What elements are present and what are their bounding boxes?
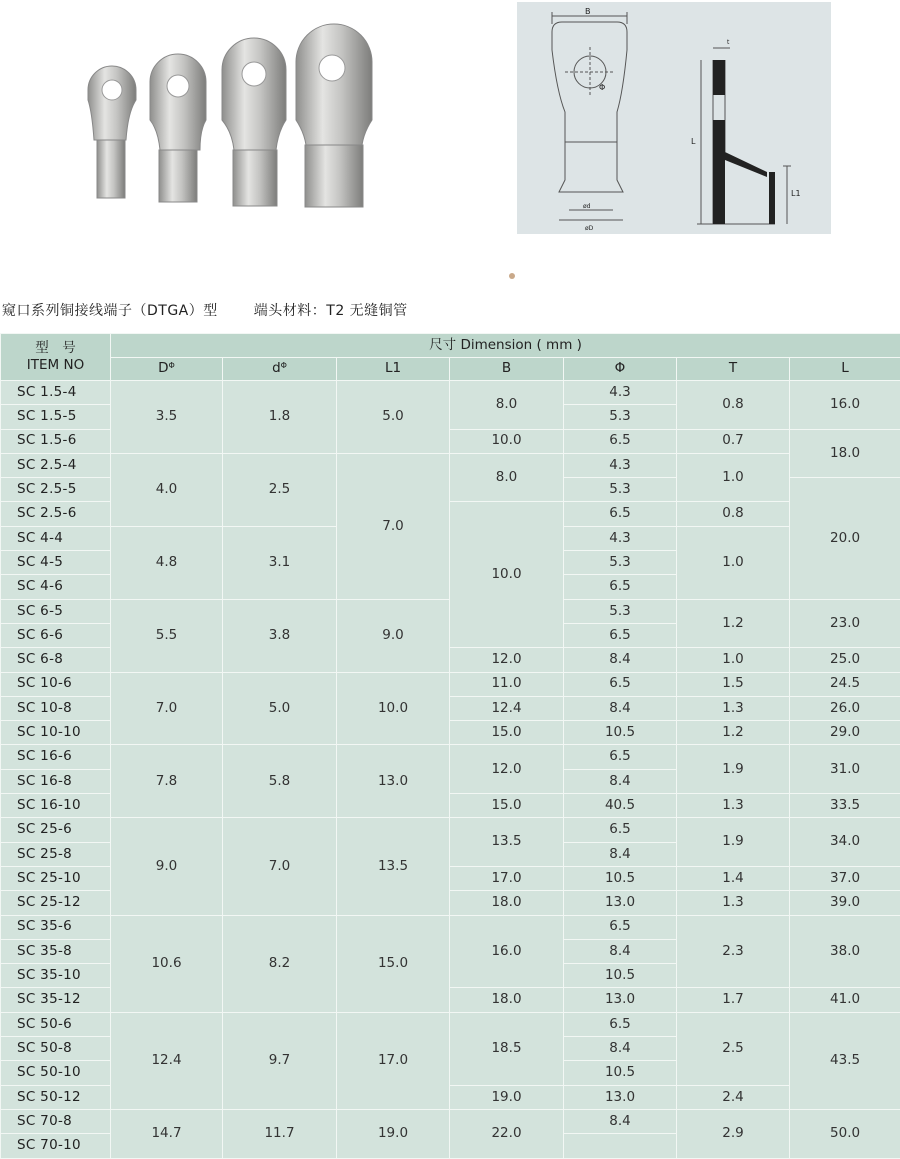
B-cell: 18.0: [450, 988, 564, 1012]
item-cell: SC 35-6: [1, 915, 111, 939]
d-cell: 7.0: [223, 818, 337, 915]
item-cell: SC 4-5: [1, 551, 111, 575]
T-cell: 0.7: [677, 429, 790, 453]
T-cell: 1.0: [677, 526, 790, 599]
item-cell: SC 10-8: [1, 696, 111, 720]
L1-cell: 19.0: [337, 1109, 450, 1158]
L1-cell: 17.0: [337, 1012, 450, 1109]
phi-cell: 13.0: [564, 1085, 677, 1109]
label-D: øD: [585, 225, 594, 232]
T-cell: 1.4: [677, 866, 790, 890]
label-L: L: [691, 137, 696, 146]
label-d: ød: [583, 203, 591, 210]
L-cell: 25.0: [790, 648, 900, 672]
col-L1: L1: [337, 358, 450, 381]
label-B: B: [585, 7, 591, 16]
phi-cell: 5.3: [564, 405, 677, 429]
B-cell: 10.0: [450, 502, 564, 648]
item-cell: SC 70-8: [1, 1109, 111, 1133]
B-cell: 12.4: [450, 696, 564, 720]
col-B: B: [450, 358, 564, 381]
item-cell: SC 25-8: [1, 842, 111, 866]
T-cell: 1.7: [677, 988, 790, 1012]
phi-cell: [564, 1134, 677, 1158]
col-L: L: [790, 358, 900, 381]
series-subtitle: [2, 300, 408, 320]
lug-medium: [150, 54, 206, 202]
phi-cell: 8.4: [564, 939, 677, 963]
phi-cell: 6.5: [564, 623, 677, 647]
B-cell: 17.0: [450, 866, 564, 890]
L1-cell: 10.0: [337, 672, 450, 745]
L1-cell: 9.0: [337, 599, 450, 672]
item-cell: SC 25-10: [1, 866, 111, 890]
lug-xlarge: [296, 24, 372, 207]
T-cell: 1.3: [677, 794, 790, 818]
L-cell: 26.0: [790, 696, 900, 720]
D-cell: 10.6: [111, 915, 223, 1012]
phi-cell: 6.5: [564, 818, 677, 842]
item-cell: SC 35-8: [1, 939, 111, 963]
item-cell: SC 50-6: [1, 1012, 111, 1036]
T-cell: 0.8: [677, 502, 790, 526]
L-cell: 16.0: [790, 381, 900, 430]
L-cell: 24.5: [790, 672, 900, 696]
T-cell: 1.3: [677, 891, 790, 915]
model-label: 型 号: [1, 342, 110, 356]
L1-cell: 13.0: [337, 745, 450, 818]
item-cell: SC 70-10: [1, 1134, 111, 1158]
d-cell: 8.2: [223, 915, 337, 1012]
T-cell: 1.9: [677, 745, 790, 794]
D-cell: 7.8: [111, 745, 223, 818]
item-cell: SC 16-6: [1, 745, 111, 769]
item-cell: SC 50-10: [1, 1061, 111, 1085]
B-cell: 8.0: [450, 381, 564, 430]
B-cell: 11.0: [450, 672, 564, 696]
phi-cell: 13.0: [564, 891, 677, 915]
col-d: $d^\Phi$: [223, 358, 337, 381]
B-cell: 18.0: [450, 891, 564, 915]
d-cell: 1.8: [223, 381, 337, 454]
item-cell: SC 50-12: [1, 1085, 111, 1109]
B-cell: 19.0: [450, 1085, 564, 1109]
item-cell: SC 10-10: [1, 721, 111, 745]
series-name: 窥口系列铜接线端子（DTGA）型: [2, 303, 218, 319]
L1-cell: 7.0: [337, 453, 450, 599]
item-cell: SC 6-6: [1, 623, 111, 647]
phi-cell: 5.3: [564, 599, 677, 623]
phi-cell: 6.5: [564, 745, 677, 769]
item-cell: SC 6-8: [1, 648, 111, 672]
phi-cell: 5.3: [564, 478, 677, 502]
L-cell: 50.0: [790, 1109, 900, 1158]
L-cell: 20.0: [790, 478, 900, 599]
L-cell: 41.0: [790, 988, 900, 1012]
label-t: t: [727, 39, 730, 46]
item-cell: SC 2.5-6: [1, 502, 111, 526]
T-cell: 1.9: [677, 818, 790, 867]
B-cell: 22.0: [450, 1109, 564, 1158]
D-cell: 4.8: [111, 526, 223, 599]
L-cell: 31.0: [790, 745, 900, 794]
L-cell: 18.0: [790, 429, 900, 478]
L1-cell: 13.5: [337, 818, 450, 915]
phi-cell: 4.3: [564, 381, 677, 405]
phi-cell: 10.5: [564, 866, 677, 890]
phi-cell: 13.0: [564, 988, 677, 1012]
col-D: $D^\Phi$: [111, 358, 223, 381]
dimension-drawing: [517, 2, 831, 234]
B-cell: 15.0: [450, 794, 564, 818]
d-cell: 5.8: [223, 745, 337, 818]
B-cell: 18.5: [450, 1012, 564, 1085]
item-cell: SC 16-8: [1, 769, 111, 793]
T-cell: 0.8: [677, 381, 790, 430]
T-cell: 2.4: [677, 1085, 790, 1109]
item-cell: SC 4-6: [1, 575, 111, 599]
phi-cell: 4.3: [564, 526, 677, 550]
phi-cell: 8.4: [564, 648, 677, 672]
D-cell: 14.7: [111, 1109, 223, 1158]
L1-cell: 5.0: [337, 381, 450, 454]
T-cell: 2.3: [677, 915, 790, 988]
item-cell: SC 35-10: [1, 964, 111, 988]
item-cell: SC 6-5: [1, 599, 111, 623]
T-cell: 2.9: [677, 1109, 790, 1158]
product-photo: [60, 20, 400, 220]
B-cell: 15.0: [450, 721, 564, 745]
L-cell: 37.0: [790, 866, 900, 890]
phi-cell: 4.3: [564, 453, 677, 477]
phi-cell: 10.5: [564, 964, 677, 988]
phi-cell: 8.4: [564, 1109, 677, 1133]
L-cell: 23.0: [790, 599, 900, 648]
label-L1: L1: [791, 189, 801, 198]
D-cell: 7.0: [111, 672, 223, 745]
T-cell: 1.2: [677, 721, 790, 745]
dimension-header: 尺寸 Dimension ( mm ): [111, 334, 900, 358]
material-note: 端头材料：T2 无缝铜管: [254, 303, 408, 319]
col-phi: Φ: [564, 358, 677, 381]
d-cell: 3.1: [223, 526, 337, 599]
L-cell: 29.0: [790, 721, 900, 745]
item-no-label: ITEM NO: [1, 359, 110, 373]
B-cell: 10.0: [450, 429, 564, 453]
item-cell: SC 50-8: [1, 1037, 111, 1061]
col-T: T: [677, 358, 790, 381]
decorative-dot: [509, 273, 515, 279]
T-cell: 1.0: [677, 453, 790, 502]
D-cell: 4.0: [111, 453, 223, 526]
T-cell: 2.5: [677, 1012, 790, 1085]
L-cell: 38.0: [790, 915, 900, 988]
d-cell: 5.0: [223, 672, 337, 745]
item-cell: SC 10-6: [1, 672, 111, 696]
L-cell: 43.5: [790, 1012, 900, 1109]
T-cell: 1.0: [677, 648, 790, 672]
phi-cell: 6.5: [564, 429, 677, 453]
phi-cell: 10.5: [564, 1061, 677, 1085]
B-cell: 16.0: [450, 915, 564, 988]
item-cell: SC 16-10: [1, 794, 111, 818]
d-cell: 11.7: [223, 1109, 337, 1158]
L-cell: 39.0: [790, 891, 900, 915]
phi-cell: 6.5: [564, 915, 677, 939]
lug-small: [88, 66, 136, 198]
item-cell: SC 2.5-5: [1, 478, 111, 502]
item-cell: SC 1.5-4: [1, 381, 111, 405]
phi-cell: 8.4: [564, 1037, 677, 1061]
phi-cell: 5.3: [564, 551, 677, 575]
D-cell: 5.5: [111, 599, 223, 672]
item-cell: SC 35-12: [1, 988, 111, 1012]
B-cell: 13.5: [450, 818, 564, 867]
lug-large: [222, 38, 286, 206]
T-cell: 1.2: [677, 599, 790, 648]
phi-cell: 10.5: [564, 721, 677, 745]
item-cell: SC 4-4: [1, 526, 111, 550]
L1-cell: 15.0: [337, 915, 450, 1012]
d-cell: 9.7: [223, 1012, 337, 1109]
item-cell: SC 2.5-4: [1, 453, 111, 477]
phi-cell: 6.5: [564, 502, 677, 526]
L-cell: 34.0: [790, 818, 900, 867]
technical-drawing: [517, 2, 831, 234]
phi-cell: 6.5: [564, 672, 677, 696]
label-phi: Φ: [599, 83, 605, 92]
d-cell: 3.8: [223, 599, 337, 672]
phi-cell: 6.5: [564, 575, 677, 599]
phi-cell: 40.5: [564, 794, 677, 818]
dimension-table: [0, 333, 900, 1159]
model-header: [1, 334, 111, 381]
item-cell: SC 25-6: [1, 818, 111, 842]
phi-cell: 8.4: [564, 842, 677, 866]
D-cell: 9.0: [111, 818, 223, 915]
B-cell: 12.0: [450, 745, 564, 794]
phi-cell: 8.4: [564, 769, 677, 793]
item-cell: SC 25-12: [1, 891, 111, 915]
item-cell: SC 1.5-6: [1, 429, 111, 453]
L-cell: 33.5: [790, 794, 900, 818]
d-cell: 2.5: [223, 453, 337, 526]
phi-cell: 6.5: [564, 1012, 677, 1036]
D-cell: 12.4: [111, 1012, 223, 1109]
T-cell: 1.5: [677, 672, 790, 696]
D-cell: 3.5: [111, 381, 223, 454]
T-cell: 1.3: [677, 696, 790, 720]
phi-cell: 8.4: [564, 696, 677, 720]
B-cell: 8.0: [450, 453, 564, 502]
B-cell: 12.0: [450, 648, 564, 672]
item-cell: SC 1.5-5: [1, 405, 111, 429]
